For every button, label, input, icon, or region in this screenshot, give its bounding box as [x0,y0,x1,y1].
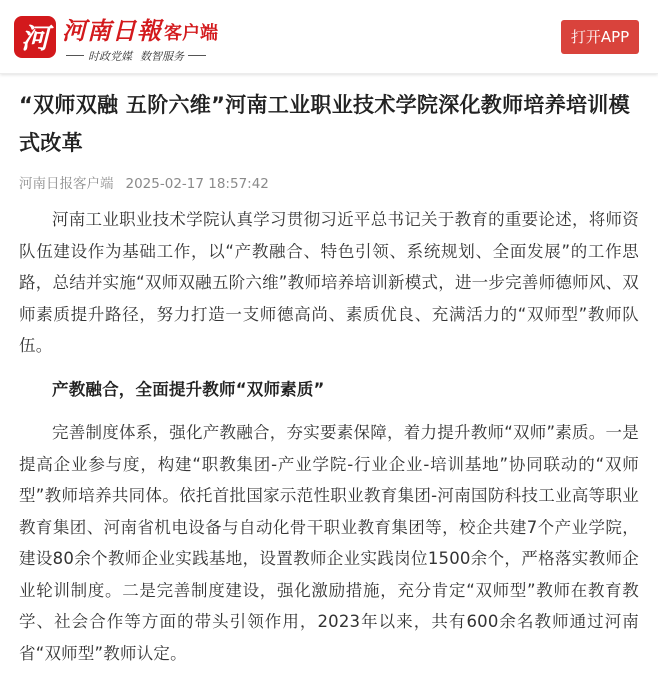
article-source: 河南日报客户端 [19,176,114,192]
article-paragraph: 完善制度体系，强化产教融合，夯实要素保障，着力提升教师“双师”素质。一是提高企业参与度，构建“职教集团-产业学院-行业企业-培训基地”协同联动的“双师型”教师培养共同体。依托首批国家示范性职业教育集团-河南国防科技工业高等职业教育集团、河南省机电设备与自动化骨干职业教育集团等，校企共建7个产业学院，建设80余个教师企业实践基地，设置教师企业实践岗位1500余个，严格落实教师企业轮训制度。二是完善制度建设，强化激励措施，充分肯定“双师型”教师在教育教学、社会合作等方面的带头引领作用，2023年以来，共有600余名教师通过河南省“双师型”教师认定。 [19,423,639,663]
top-bar [0,0,658,74]
slogan-dash-right [188,55,206,56]
article-subheading: 产教融合，全面提升教师“双师素质” [52,379,325,399]
logo-name [62,11,218,46]
article [19,86,639,669]
article-title: “双师双融 五阶六维”河南工业职业技术学院深化教师培养培训模式改革 [19,93,630,155]
logo-slogan [62,48,218,64]
app-logo[interactable] [14,14,218,63]
logo-text [62,11,218,64]
slogan-part-2: 数智服务 [140,49,184,63]
logo-name-suffix: 客户端 [164,22,218,44]
article-meta [19,172,639,192]
article-paragraph: 河南工业职业技术学院认真学习贯彻习近平总书记关于教育的重要论述，将师资队伍建设作为基础工作，以“产教融合、特色引领、系统规划、全面发展”的工作思路，总结并实施“双师双融五阶六维”教师培养培训新模式，进一步完善师德师风、双师素质提升路径，努力打造一支师德高尚、素质优良、充满活力的“双师型”教师队伍。 [19,210,639,355]
open-app-button[interactable]: 打开APP [561,20,639,54]
slogan-dash-left [66,55,84,56]
article-time: 2025-02-17 18:57:42 [125,176,269,192]
slogan-part-1: 时政党媒 [88,49,132,63]
logo-badge: 河 [14,16,56,58]
logo-name-main: 河南日報 [62,15,162,45]
